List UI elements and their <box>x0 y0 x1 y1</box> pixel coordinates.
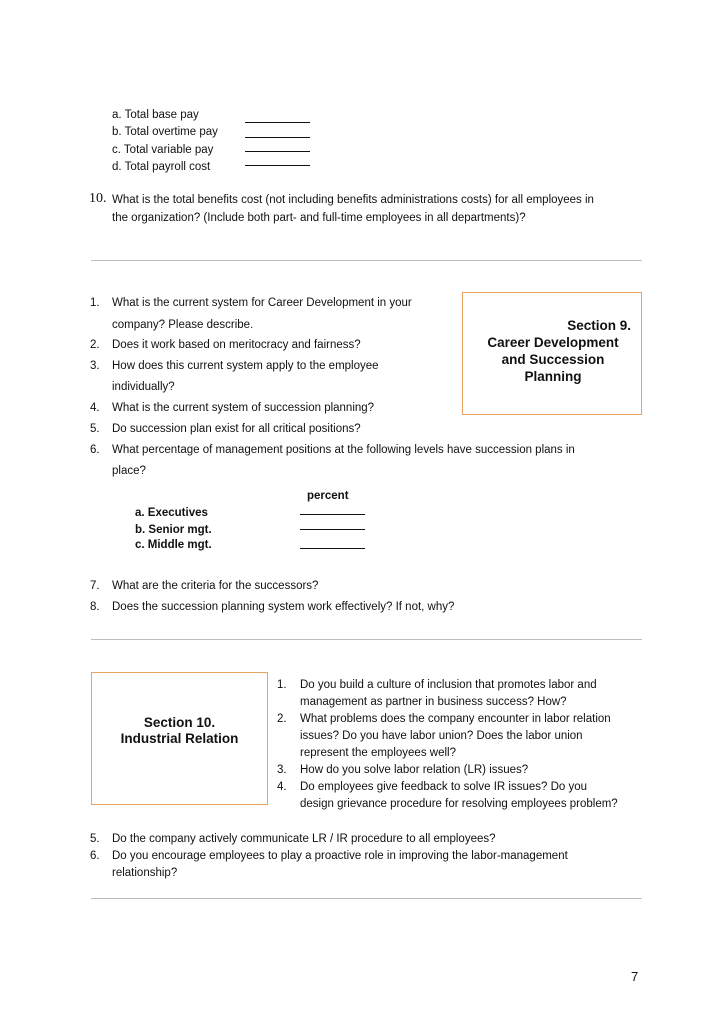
question-number: 1. <box>90 297 100 309</box>
answer-blank[interactable] <box>300 548 365 549</box>
section-10-box <box>91 672 268 805</box>
question-text: Do succession plan exist for all critical positions? <box>112 423 361 435</box>
payroll-item: c. Total variable pay <box>112 144 214 156</box>
level-label: a. Executives <box>135 507 208 519</box>
question-text: place? <box>112 465 146 477</box>
question-number: 2. <box>90 339 100 351</box>
section-divider <box>91 639 642 640</box>
page-number: 7 <box>631 969 639 984</box>
question-text: Do employees give feedback to solve IR issues? Do you <box>300 781 588 793</box>
question-number: 3. <box>277 764 287 776</box>
percent-header: percent <box>307 490 349 502</box>
question-text: What is the total benefits cost (not including benefits administrations costs) for all employees in <box>112 194 594 206</box>
payroll-item: a. Total base pay <box>112 109 199 121</box>
payroll-item: d. Total payroll cost <box>112 161 211 173</box>
answer-blank[interactable] <box>245 165 310 166</box>
question-text: Do you encourage employees to play a proactive role in improving the labor-management <box>112 850 568 862</box>
question-number: 8. <box>90 601 100 613</box>
answer-blank[interactable] <box>245 151 310 152</box>
answer-blank[interactable] <box>245 122 310 123</box>
question-number: 2. <box>277 713 287 725</box>
question-text: design grievance procedure for resolving employees problem? <box>300 798 618 810</box>
question-number: 1. <box>277 679 287 691</box>
level-label: b. Senior mgt. <box>135 524 212 536</box>
section-divider <box>91 898 642 899</box>
question-text: the organization? (Include both part- and full-time employees in all departments)? <box>112 212 526 224</box>
question-text: individually? <box>112 381 175 393</box>
answer-blank[interactable] <box>300 514 365 515</box>
question-number: 4. <box>277 781 287 793</box>
question-text: What is the current system of succession planning? <box>112 402 375 414</box>
question-text: What problems does the company encounter in labor relation <box>300 713 611 725</box>
section-10-title: Section 10. <box>143 715 216 730</box>
question-text: How do you solve labor relation (LR) issues? <box>300 764 529 776</box>
question-number: 7. <box>90 580 100 592</box>
section-9-title: Career Development <box>487 335 619 350</box>
question-text: Do you build a culture of inclusion that promotes labor and <box>300 679 597 691</box>
question-number: 3. <box>90 360 100 372</box>
question-text: Do the company actively communicate LR / IR procedure to all employees? <box>112 833 496 845</box>
question-text: company? Please describe. <box>112 319 254 331</box>
question-text: represent the employees well? <box>300 747 456 759</box>
question-number: 5. <box>90 423 100 435</box>
question-number: 10. <box>89 191 107 206</box>
answer-blank[interactable] <box>245 137 310 138</box>
question-text: relationship? <box>112 867 178 879</box>
answer-blank[interactable] <box>300 529 365 530</box>
question-text: issues? Do you have labor union? Does the labor union <box>300 730 583 742</box>
question-text: Does it work based on meritocracy and fairness? <box>112 339 361 351</box>
level-label: c. Middle mgt. <box>135 539 212 551</box>
question-number: 6. <box>90 444 100 456</box>
section-9-title: Section 9. <box>567 318 631 333</box>
section-9-title: and Succession <box>501 352 605 367</box>
question-text: Does the succession planning system work effectively? If not, why? <box>112 601 455 613</box>
question-text: management as partner in business success? How? <box>300 696 567 708</box>
question-text: What percentage of management positions at the following levels have succession plans in <box>112 444 575 456</box>
payroll-item: b. Total overtime pay <box>112 126 218 138</box>
section-9-box <box>462 292 642 415</box>
question-number: 5. <box>90 833 100 845</box>
section-divider <box>91 260 642 261</box>
question-text: What is the current system for Career Development in your <box>112 297 412 309</box>
question-number: 4. <box>90 402 100 414</box>
question-number: 6. <box>90 850 100 862</box>
section-9-title: Planning <box>524 369 582 384</box>
question-text: How does this current system apply to the employee <box>112 360 379 372</box>
section-10-title: Industrial Relation <box>120 731 239 746</box>
question-text: What are the criteria for the successors? <box>112 580 319 592</box>
